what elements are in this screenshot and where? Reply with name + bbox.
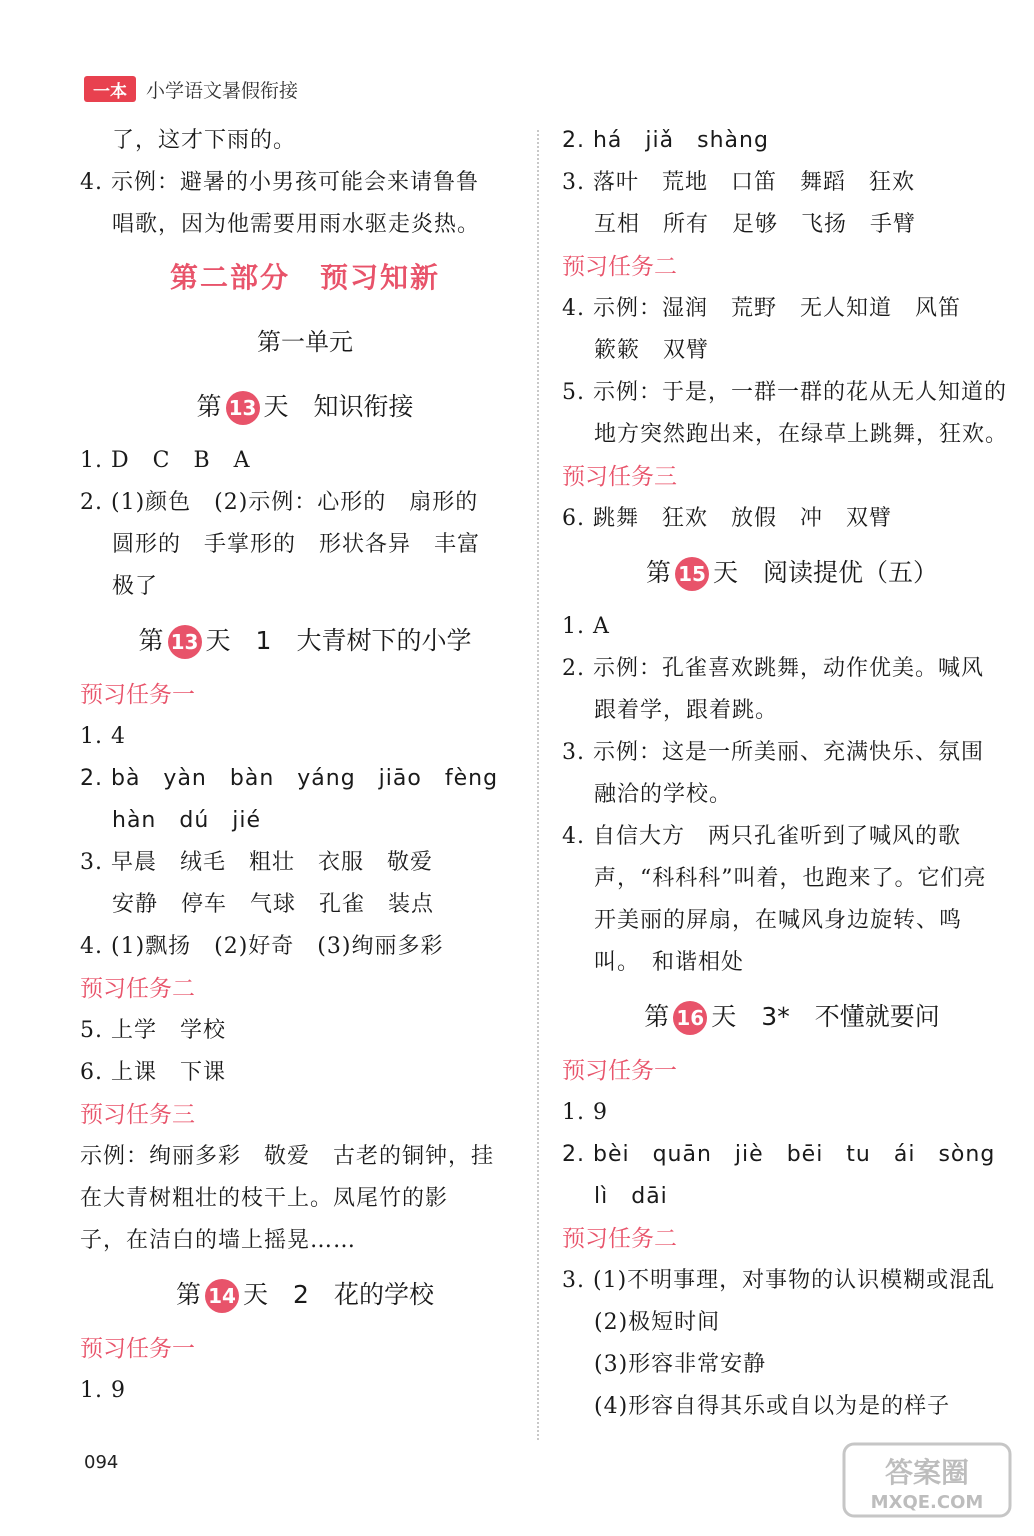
answer-line: 示例：绚丽多彩 敬爱 古老的铜钟，挂	[80, 1144, 495, 1169]
answer-line: 地方突然跑出来，在绿草上跳舞，狂欢。	[594, 422, 1009, 447]
answer-line: 1. 9	[562, 1100, 608, 1125]
day-heading	[80, 608, 530, 674]
task-heading: 预习任务二	[80, 976, 195, 1002]
day-heading	[80, 374, 530, 440]
part-heading: 第二部分 预习知新	[169, 261, 440, 294]
answer-line: 极了	[112, 574, 159, 599]
day-heading	[80, 1262, 530, 1328]
task-heading: 预习任务一	[80, 1336, 195, 1362]
answer-line: 互相 所有 足够 飞扬 手臂	[594, 212, 917, 237]
day-heading	[562, 540, 1022, 606]
task-heading: 预习任务二	[562, 254, 677, 280]
svg-text:答案圈: 答案圈	[884, 1456, 970, 1489]
task-heading: 预习任务一	[562, 1058, 677, 1084]
task-heading: 预习任务三	[80, 1102, 195, 1128]
answer-line: (3)形容非常安静	[594, 1352, 767, 1377]
answer-line: 3. 示例：这是一所美丽、充满快乐、氛围	[562, 740, 984, 765]
answer-line: 叫。 和谐相处	[594, 950, 745, 975]
answer-line: 子，在洁白的墙上摇晃……	[80, 1228, 357, 1253]
column-divider	[537, 130, 539, 1440]
answer-line: (4)形容自得其乐或自以为是的样子	[594, 1394, 951, 1419]
day-number-badge: 13	[226, 391, 260, 425]
task-heading: 预习任务一	[80, 682, 195, 708]
answer-line: 4. 示例：避暑的小男孩可能会来请鲁鲁	[80, 170, 479, 195]
answer-line: 2. (1)颜色 (2)示例：心形的 扇形的	[80, 490, 479, 515]
right-column	[562, 120, 1022, 1428]
answer-line: hàn dú jié	[112, 808, 262, 833]
day-title: 天 2 花的学校	[243, 1280, 434, 1309]
day-title: 天 3* 不懂就要问	[711, 1002, 940, 1031]
answer-line: 1. D C B A	[80, 448, 251, 473]
answer-line: 3. 落叶 荒地 口笛 舞蹈 狂欢	[562, 170, 915, 195]
page-header	[84, 72, 298, 106]
answer-line: 1. 4	[80, 724, 126, 749]
answer-line: 4. 自信大方 两只孔雀听到了喊风的歌	[562, 824, 961, 849]
answer-line: 声，“科科科”叫着，也跑来了。它们亮	[594, 866, 987, 891]
answer-line: 1. 9	[80, 1378, 126, 1403]
task-heading: 预习任务二	[562, 1226, 677, 1252]
day-title: 天 知识衔接	[263, 392, 414, 421]
answer-line: 5. 示例：于是，一群一群的花从无人知道的	[562, 380, 1007, 405]
answer-line: 唱歌，因为他需要用雨水驱走炎热。	[112, 212, 481, 237]
task-heading: 预习任务三	[562, 464, 677, 490]
page-number: 094	[84, 1452, 119, 1473]
answer-line: (2)极短时间	[594, 1310, 721, 1335]
answer-line: 融洽的学校。	[594, 782, 733, 807]
answer-line: 了，这才下雨的。	[112, 128, 297, 153]
day-number-badge: 13	[168, 625, 202, 659]
day-title: 天 阅读提优（五）	[713, 558, 939, 587]
svg-text:MXQE.COM: MXQE.COM	[870, 1492, 984, 1513]
answer-line: 5. 上学 学校	[80, 1018, 226, 1043]
answer-line: 圆形的 手掌形的 形状各异 丰富	[112, 532, 481, 557]
answer-line: 在大青树粗壮的枝干上。凤尾竹的影	[80, 1186, 449, 1211]
watermark-logo	[842, 1442, 1012, 1518]
book-title: 小学语文暑假衔接	[146, 79, 299, 102]
answer-line: 2. bà yàn bàn yáng jiāo fèng	[80, 766, 499, 791]
day-number-badge: 16	[673, 1001, 707, 1035]
answer-line: 安静 停车 气球 孔雀 装点	[112, 892, 435, 917]
answer-line: 4. 示例：湿润 荒野 无人知道 风笛	[562, 296, 961, 321]
answer-line: 1. A	[562, 614, 610, 639]
day-number-badge: 14	[205, 1279, 239, 1313]
day-prefix: 第	[196, 392, 222, 421]
day-number-badge: 15	[675, 557, 709, 591]
answer-line: 6. 上课 下课	[80, 1060, 226, 1085]
answer-line: 6. 跳舞 狂欢 放假 冲 双臂	[562, 506, 892, 531]
day-prefix: 第	[645, 558, 671, 587]
day-heading	[562, 984, 1022, 1050]
answer-line: 跟着学，跟着跳。	[594, 698, 779, 723]
unit-heading: 第一单元	[257, 328, 353, 356]
answer-line: 开美丽的屏扇，在喊风身边旋转、鸣	[594, 908, 963, 933]
publisher-logo: 一本	[84, 76, 136, 102]
answer-line: 4. (1)飘扬 (2)好奇 (3)绚丽多彩	[80, 934, 444, 959]
day-prefix: 第	[176, 1280, 202, 1309]
day-prefix: 第	[138, 626, 164, 655]
answer-line: 3. 早晨 绒毛 粗壮 衣服 敬爱	[80, 850, 433, 875]
day-prefix: 第	[644, 1002, 670, 1031]
answer-line: 簌簌 双臂	[594, 338, 710, 363]
day-title: 天 1 大青树下的小学	[205, 626, 472, 655]
answer-line: 2. há jiǎ shàng	[562, 128, 769, 153]
answer-line: 3. (1)不明事理，对事物的认识模糊或混乱	[562, 1268, 996, 1293]
answer-line: 2. 示例：孔雀喜欢跳舞，动作优美。喊风	[562, 656, 984, 681]
answer-line: 2. bèi quān jiè bēi tu ái sòng	[562, 1142, 996, 1167]
left-column	[80, 120, 530, 1412]
answer-line: lì dāi	[594, 1184, 668, 1209]
